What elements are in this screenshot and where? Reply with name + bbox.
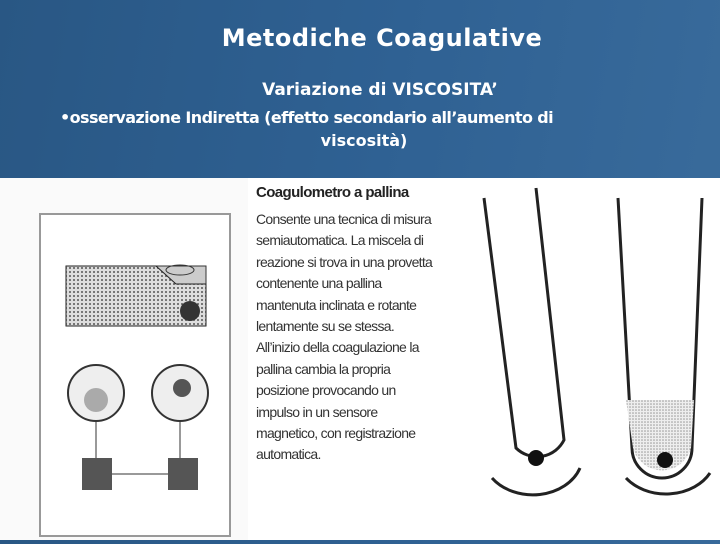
figure-caption [256,184,440,466]
tube-illustration [440,178,720,540]
slide-title: Metodiche Coagulative [221,24,543,52]
device-diagram [0,178,248,540]
slide-bullet: •osservazione Indiretta (effetto secondario all’aumento di [60,108,554,127]
slide-subtitle: Variazione di VISCOSITA’ [262,80,498,100]
figure-image [0,178,720,540]
slide-bullet-continuation: viscosità) [320,131,408,150]
figure-heading: Coagulometro a pallina [256,184,409,201]
figure-body: Consente una tecnica di misura semiautomatica. La miscela di reazione si trova in una provetta contenente una pallina mantenuta inclinata e rotante lentamente su se stessa. All’inizio della coagulazione la pallina cambia la propria posizione provocando un impulso in un sensore magnetico, con registrazione automatica. [256,211,433,463]
